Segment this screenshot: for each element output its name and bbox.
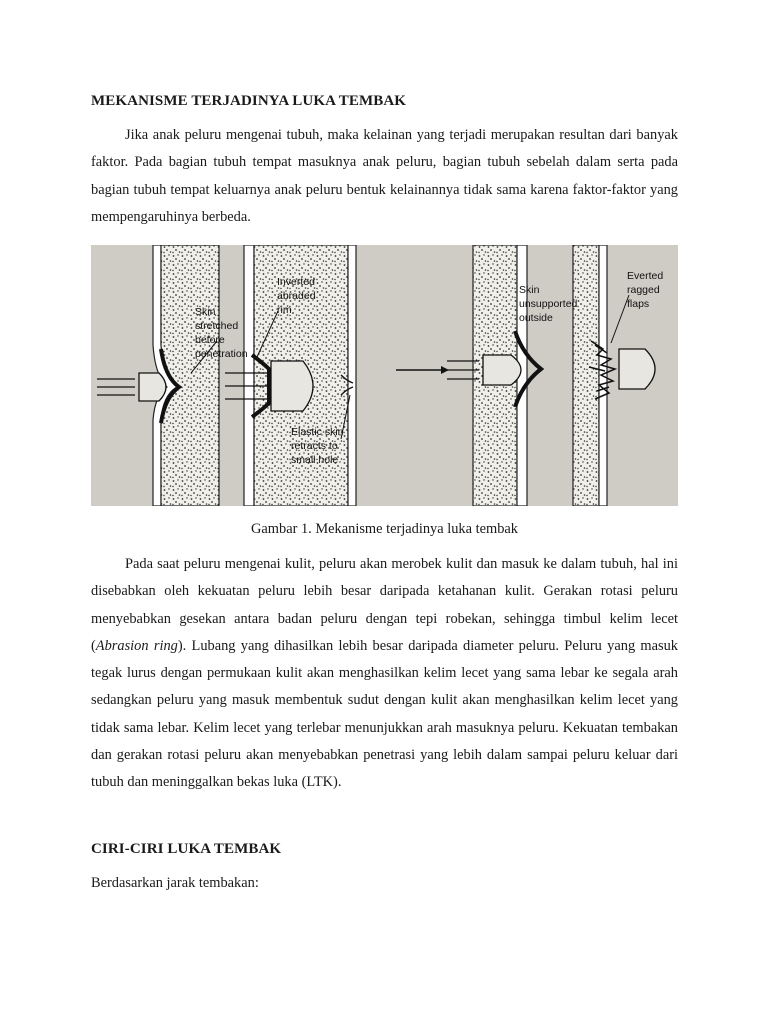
section-heading-ciri: CIRI-CIRI LUKA TEMBAK <box>91 841 282 857</box>
body-text-end: ). Lubang yang dihasilkan lebih besar daripada diameter peluru. Peluru yang masuk tegak lurus dengan permukaan kulit akan menghasilkan kelim lecet yang sama lebar ke segala arah sedangkan peluru yang masuk membentuk sudut dengan kulit akan menghasilkan kelim lecet yang tidak sama lebar. Kelim lecet yang terlebar menunjukkan arah masuknya peluru. Kekuatan tembakan dan gerakan rotasi peluru akan menyebabkan penetrasi yang lebih dalam sampai peluru keluar dari tubuh dan meninggalkan bekas luka (LTK). <box>91 637 679 791</box>
label-skin-stretched: Skin stretched before penetration <box>195 306 248 360</box>
label-inverted-rim: Inverted abraded rim <box>277 276 316 316</box>
body-text-start: Pada saat peluru mengenai kulit, peluru akan merobek kulit dan masuk ke dalam tubuh, hal ini disebabkan oleh kekuatan peluru lebih besar daripada ketahanan kulit. Gerakan rotasi peluru menyebabkan gesekan antara badan peluru dengan tepi robekan, sehingga timbul kelim lecet ( <box>91 556 678 654</box>
wound-mechanism-illustration <box>91 245 678 506</box>
subsection-text: Berdasarkan jarak tembakan: <box>91 875 259 891</box>
figure-caption: Gambar 1. Mekanisme terjadinya luka tembak <box>251 521 518 537</box>
abrasion-ring-term: Abrasion ring <box>95 637 178 654</box>
intro-paragraph: Jika anak peluru mengenai tubuh, maka kelainan yang terjadi merupakan resultan dari banyak faktor. Pada bagian tubuh tempat masuknya anak peluru, bagian tubuh sebelah dalam serta pada bagian tubuh tempat keluarnya anak peluru bentuk kelainannya tidak sama karena faktor-faktor yang mempengaruhinya berbeda. <box>91 127 678 225</box>
label-elastic-skin: Elastic skin retracts to small hole <box>291 426 344 466</box>
body-paragraph <box>91 551 678 797</box>
label-skin-unsupported: Skin unsupported outside <box>519 284 578 324</box>
label-everted-flaps: Everted ragged flaps <box>627 270 664 310</box>
wound-mechanism-figure <box>91 245 678 506</box>
section-heading-mekanisme: MEKANISME TERJADINYA LUKA TEMBAK <box>91 93 407 109</box>
